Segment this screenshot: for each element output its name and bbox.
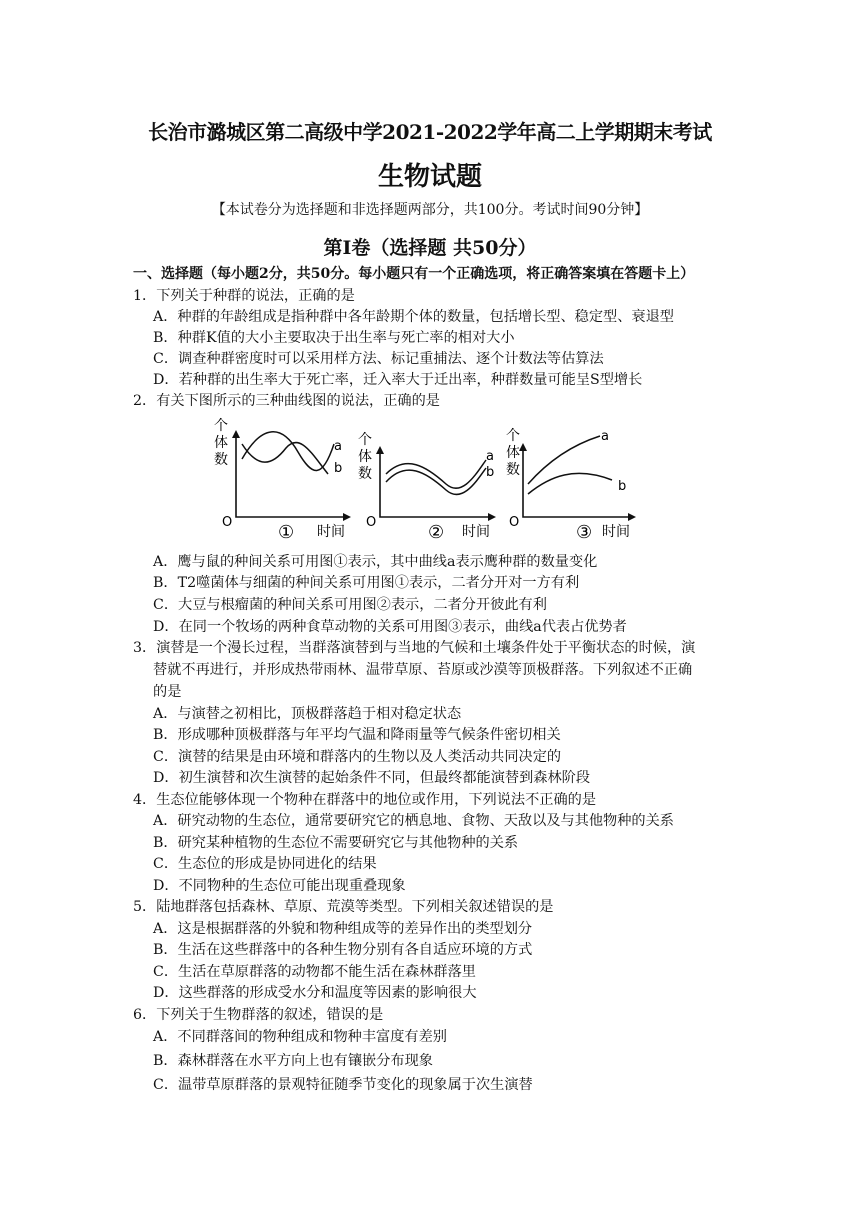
option: C．演替的结果是由环境和群落内的生物以及人类活动共同决定的: [153, 749, 562, 765]
xlabel: 时间: [462, 524, 490, 540]
option: C．生态位的形成是协同进化的结果: [153, 856, 377, 872]
curve-b-panel3: [528, 473, 612, 494]
curve-label-b: b: [618, 479, 627, 494]
option: B．森林群落在水平方向上也有镶嵌分布现象: [153, 1053, 433, 1069]
question-stem: 的是: [153, 684, 182, 700]
part-title: 第Ⅰ卷（选择题 共50分）: [323, 237, 537, 259]
section-heading: 一、选择题（每小题2分，共50分。每小题只有一个正确选项，将正确答案填在答题卡上）: [133, 266, 695, 282]
option: B．T2噬菌体与细菌的种间关系可用图①表示，二者分开对一方有利: [153, 575, 580, 591]
option: C．生活在草原群落的动物都不能生活在森林群落里: [153, 964, 476, 980]
xlabel: 时间: [602, 524, 630, 540]
curve-a-panel2: [386, 460, 486, 488]
origin-label: O: [222, 515, 233, 530]
xlabel: 时间: [317, 524, 345, 540]
option: B．种群K值的大小主要取决于出生率与死亡率的相对大小: [153, 330, 515, 346]
ylabel-char: 体: [214, 435, 228, 451]
question-stem: 3．演替是一个漫长过程，当群落演替到与当地的气候和土壤条件处于平衡状态的时候，演: [133, 640, 696, 656]
curve-label-a: a: [486, 449, 494, 464]
question-stem: 2．有关下图所示的三种曲线图的说法，正确的是: [133, 393, 440, 409]
option: B．研究某种植物的生态位不需要研究它与其他物种的关系: [153, 835, 519, 851]
option: A．种群的年龄组成是指种群中各年龄期个体的数量，包括增长型、稳定型、衰退型: [153, 309, 674, 325]
panel-label: ③: [576, 522, 593, 543]
origin-label: O: [509, 515, 520, 530]
option: C．温带草原群落的景观特征随季节变化的现象属于次生演替: [153, 1077, 533, 1093]
ylabel-char: 个: [506, 428, 520, 444]
ylabel-char: 数: [214, 452, 228, 468]
panel-label: ②: [428, 522, 445, 543]
question-stem: 4．生态位能够体现一个物种在群落中的地位或作用，下列说法不正确的是: [133, 792, 597, 808]
option: D．在同一个牧场的两种食草动物的关系可用图③表示，曲线a代表占优势者: [153, 619, 627, 635]
population-curves-figure: [200, 414, 660, 548]
ylabel-char: 个: [214, 418, 228, 434]
option: A．与演替之初相比，顶极群落趋于相对稳定状态: [153, 706, 462, 722]
option: A．鹰与鼠的种间关系可用图①表示，其中曲线a表示鹰种群的数量变化: [153, 554, 598, 570]
curve-label-b: b: [334, 461, 343, 476]
question-stem: 替就不再进行，并形成热带雨林、温带草原、苔原或沙漠等顶极群落。下列叙述不正确: [153, 662, 693, 678]
ylabel-char: 体: [358, 449, 372, 465]
panel-label: ①: [278, 522, 295, 543]
curve-b-panel1: [242, 442, 328, 474]
question-stem: 1．下列关于种群的说法，正确的是: [133, 288, 355, 304]
option: C．调查种群密度时可以采用样方法、标记重捕法、逐个计数法等估算法: [153, 351, 604, 367]
option: C．大豆与根瘤菌的种间关系可用图②表示，二者分开彼此有利: [153, 597, 547, 613]
curve-label-a: a: [601, 429, 609, 444]
curve-b-panel2: [386, 468, 486, 494]
question-stem: 6．下列关于生物群落的叙述，错误的是: [133, 1007, 384, 1023]
ylabel-char: 数: [358, 466, 372, 482]
origin-label: O: [366, 515, 377, 530]
option: D．若种群的出生率大于死亡率，迁入率大于迁出率，种群数量可能呈S型增长: [153, 372, 643, 388]
ylabel-char: 个: [358, 432, 372, 448]
option: D．不同物种的生态位可能出现重叠现象: [153, 878, 406, 894]
curve-label-a: a: [334, 439, 342, 454]
exam-title: 长治市潞城区第二高级中学2021-2022学年高二上学期期末考试: [148, 120, 712, 144]
option: A．研究动物的生态位，通常要研究它的栖息地、食物、天敌以及与其他物种的关系: [153, 813, 674, 829]
option: B．生活在这些群落中的各种生物分别有各自适应环境的方式: [153, 942, 533, 958]
ylabel-char: 体: [506, 445, 520, 461]
curve-label-b: b: [486, 465, 495, 480]
option: A．这是根据群落的外貌和物种组成等的差异作出的类型划分: [153, 921, 533, 937]
option: B．形成哪种顶极群落与年平均气温和降雨量等气候条件密切相关: [153, 727, 561, 743]
question-stem: 5．陆地群落包括森林、草原、荒漠等类型。下列相关叙述错误的是: [133, 899, 554, 915]
option: D．这些群落的形成受水分和温度等因素的影响很大: [153, 985, 477, 1001]
curve-a-panel3: [528, 436, 600, 484]
ylabel-char: 数: [506, 462, 520, 478]
exam-note: 【本试卷分为选择题和非选择题两部分，共100分。考试时间90分钟】: [211, 202, 649, 218]
option: D．初生演替和次生演替的起始条件不同，但最终都能演替到森林阶段: [153, 770, 591, 786]
option: A．不同群落间的物种组成和物种丰富度有差别: [153, 1029, 447, 1045]
subject-title: 生物试题: [377, 162, 482, 192]
